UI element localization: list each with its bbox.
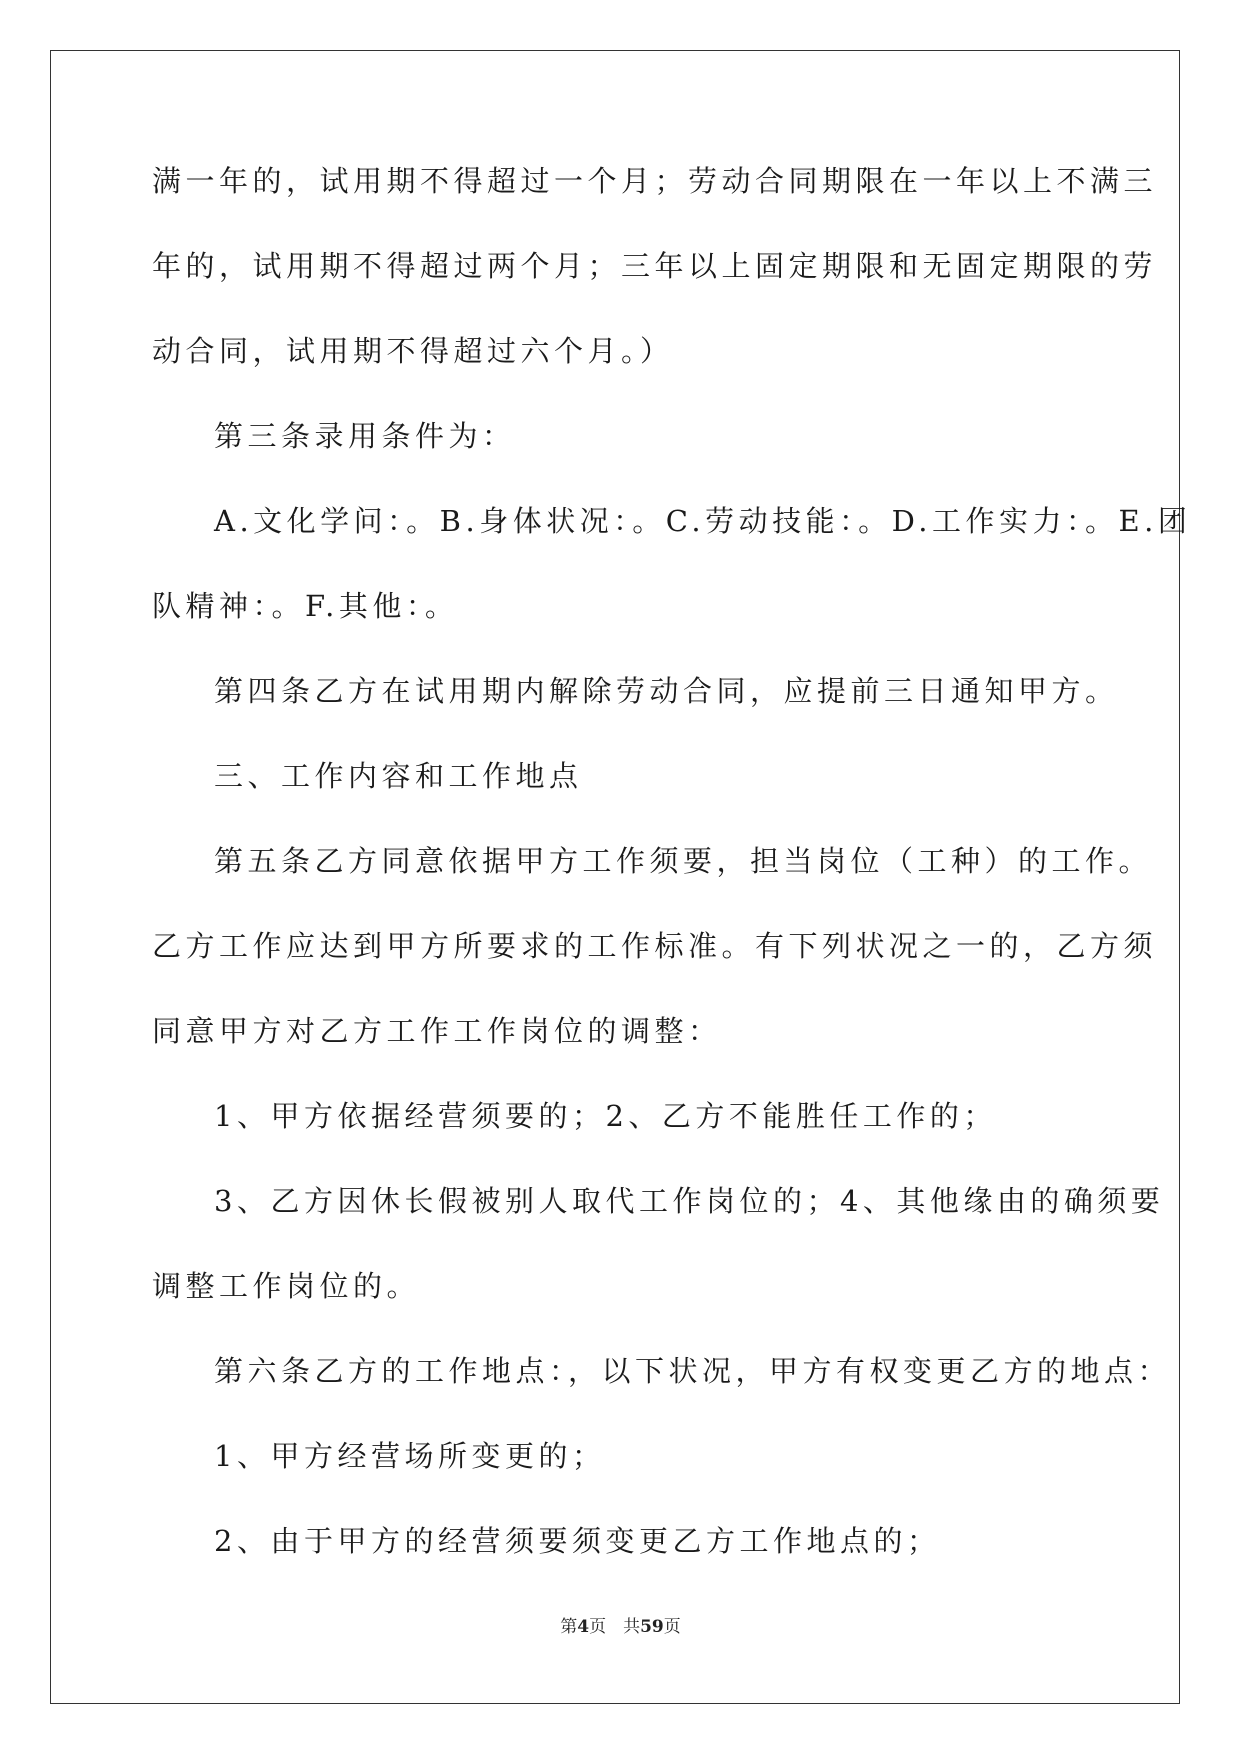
text-line: 第三条录用条件为： (214, 419, 516, 453)
text-line: 同意甲方对乙方工作工作岗位的调整： (152, 1014, 722, 1048)
text-line: 三、工作内容和工作地点 (214, 759, 583, 793)
text-line: 1、甲方经营场所变更的； (214, 1439, 606, 1473)
text-line: 第六条乙方的工作地点：，以下状况，甲方有权变更乙方的地点： (214, 1354, 1172, 1388)
document-body (152, 160, 1192, 1605)
text-line: 调整工作岗位的。 (152, 1269, 421, 1303)
text-line: 乙方工作应达到甲方所要求的工作标准。有下列状况之一的，乙方须 (152, 929, 1158, 963)
footer-middle: 页 共 (589, 1617, 641, 1637)
text-line: 动合同，试用期不得超过六个月。） (152, 334, 674, 368)
footer-suffix: 页 (663, 1617, 681, 1637)
text-line: 1、甲方依据经营须要的；2、乙方不能胜任工作的； (214, 1099, 997, 1133)
text-line: A.文化学问：。B.身体状况：。C.劳动技能：。D.工作实力：。E.团 (214, 504, 1192, 538)
page-footer (0, 1615, 1241, 1639)
text-line: 年的，试用期不得超过两个月；三年以上固定期限和无固定期限的劳 (152, 249, 1158, 283)
text-line: 3、乙方因休长假被别人取代工作岗位的；4、其他缘由的确须要 (214, 1184, 1165, 1218)
text-line: 队精神：。F.其他：。 (152, 589, 459, 623)
current-page-number: 4 (577, 1617, 590, 1637)
text-line: 满一年的，试用期不得超过一个月；劳动合同期限在一年以上不满三 (152, 164, 1158, 198)
total-page-count: 59 (640, 1617, 664, 1637)
text-line: 2、由于甲方的经营须要须变更乙方工作地点的； (214, 1524, 941, 1558)
footer-prefix: 第 (560, 1617, 578, 1637)
text-line: 第四条乙方在试用期内解除劳动合同，应提前三日通知甲方。 (214, 674, 1119, 708)
text-line: 第五条乙方同意依据甲方工作须要，担当岗位（工种）的工作。 (214, 844, 1153, 878)
